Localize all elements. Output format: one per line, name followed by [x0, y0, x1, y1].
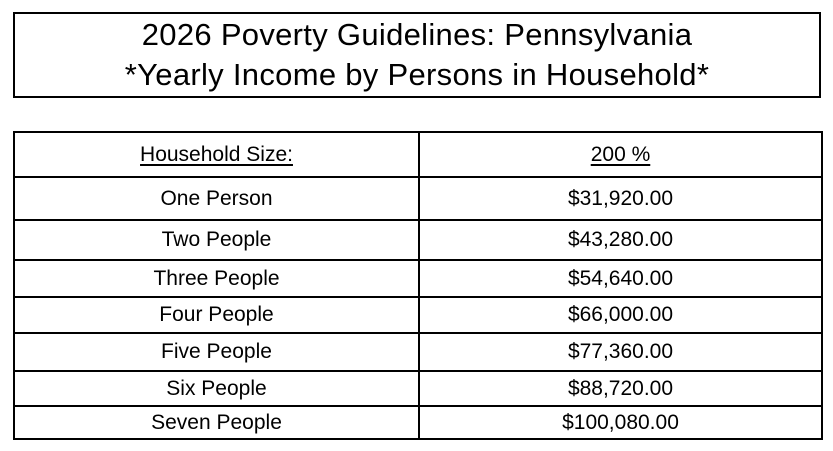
table-row: [14, 260, 822, 297]
household-size-header: [14, 132, 419, 177]
table-row: [14, 220, 822, 260]
household-size-cell: Three People: [14, 260, 419, 297]
income-cell: $31,920.00: [419, 177, 822, 220]
household-size-cell: Five People: [14, 333, 419, 371]
income-cell: $100,080.00: [419, 406, 822, 439]
table-row: [14, 297, 822, 333]
percent-header-label: 200 %: [590, 142, 651, 166]
household-size-cell: Six People: [14, 371, 419, 406]
income-cell: $88,720.00: [419, 371, 822, 406]
income-cell: $77,360.00: [419, 333, 822, 371]
table-row: [14, 371, 822, 406]
household-size-cell: Two People: [14, 220, 419, 260]
household-size-cell: Four People: [14, 297, 419, 333]
table-row: [14, 406, 822, 439]
title-box: [13, 12, 821, 98]
household-size-cell: One Person: [14, 177, 419, 220]
table-row: [14, 333, 822, 371]
page-subtitle: *Yearly Income by Persons in Household*: [124, 57, 710, 92]
income-cell: $43,280.00: [419, 220, 822, 260]
household-size-header-label: Household Size:: [140, 142, 293, 166]
percent-header: [419, 132, 822, 177]
income-cell: $66,000.00: [419, 297, 822, 333]
page-title: 2026 Poverty Guidelines: Pennsylvania: [141, 17, 693, 52]
table-row: [14, 177, 822, 220]
table-header-row: [14, 132, 822, 177]
income-cell: $54,640.00: [419, 260, 822, 297]
household-size-cell: Seven People: [14, 406, 419, 439]
poverty-guidelines-table: [13, 131, 823, 440]
